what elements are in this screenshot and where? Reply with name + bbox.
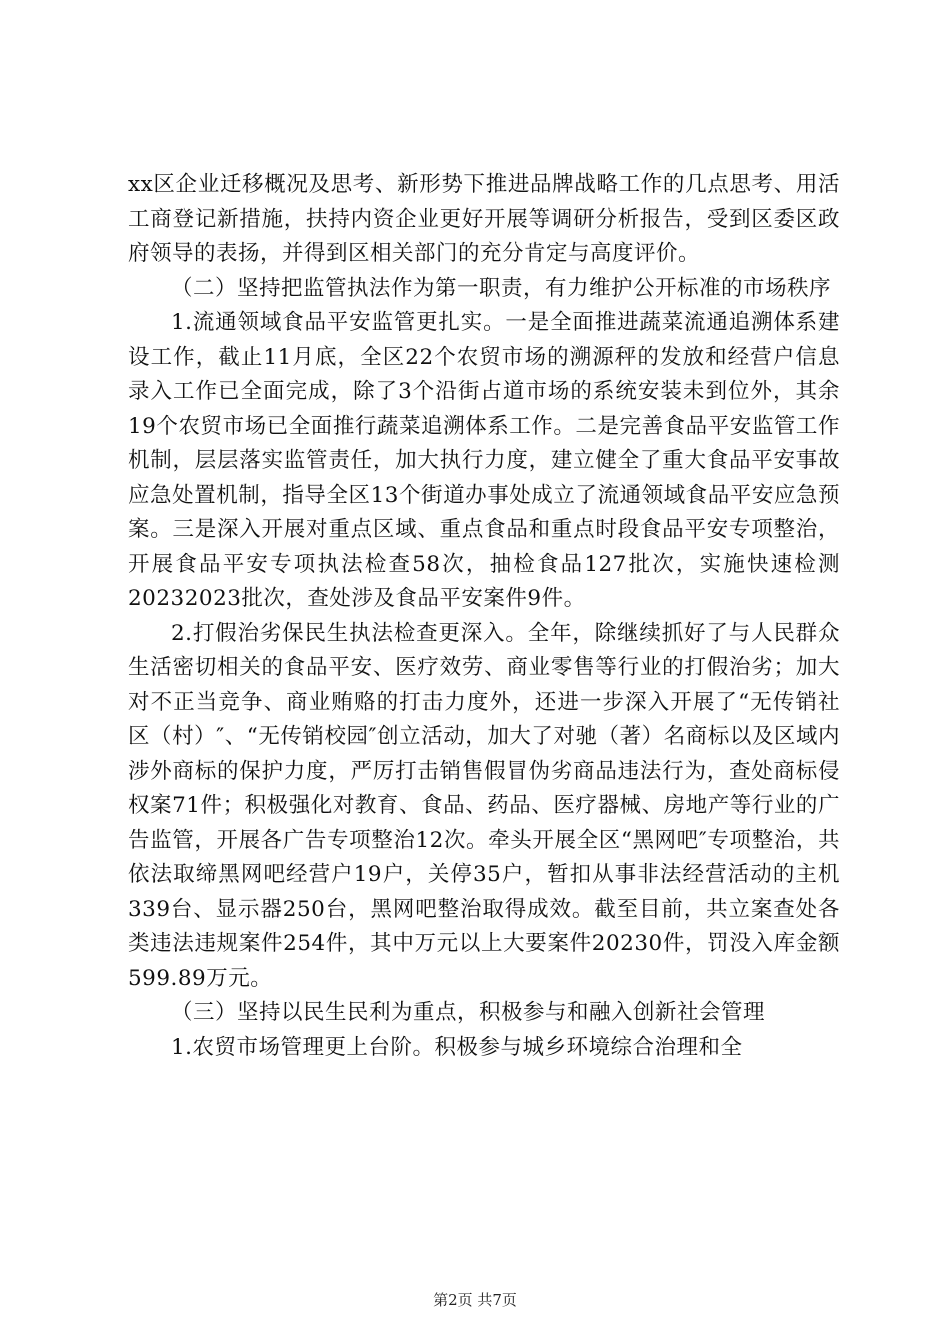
paragraph-food-safety: 1.流通领域食品平安监管更扎实。一是全面推进蔬菜流通追溯体系建设工作，截止11月底，全区22个农贸市场的溯源秤的发放和经营户信息录入工作已全面完成，除了3个沿街占道市场的系统安装未到位外，其余19个农贸市场已全面推行蔬菜追溯体系工作。二是完善食品平安监管工作机制，层层落实监管责任，加大执行力度，建立健全了重大食品平安事故应急处置机制，指导全区13个街道办事处成立了流通领域食品平安应急预案。三是深入开展对重点区域、重点食品和重点时段食品平安专项整治，开展食品平安专项执法检查58次，抽检食品127批次，实施快速检测20232023批次，查处涉及食品平安案件9件。 [128, 310, 840, 611]
page-number: 第2页 共7页 [433, 1291, 517, 1309]
paragraph-market-management: 1.农贸市场管理更上台阶。积极参与城乡环境综合治理和全 [171, 1034, 743, 1060]
paragraph-anti-counterfeit: 2.打假治劣保民生执法检查更深入。全年，除继续抓好了与人民群众生活密切相关的食品平安、医疗效劳、商业零售等行业的打假治劣；加大对不正当竞争、商业贿赂的打击力度外，还进一步深入开展了“无传销社区（村）″、“无传销校园″创立活动，加大了对驰（著）名商标以及区域内涉外商标的保护力度，严厉打击销售假冒伪劣商品违法行为，查处商标侵权案71件；积极强化对教育、食品、药品、医疗器械、房地产等行业的广告监管，开展各广告专项整治12次。牵头开展全区“黑网吧″专项整治，共依法取缔黑网吧经营户19户，关停35户，暂扣从事非法经营活动的主机339台、显示器250台，黑网吧整治取得成效。截至目前，共立案查处各类违法违规案件254件，其中万元以上大要案件20230件，罚没入库金额599.89万元。 [128, 620, 840, 991]
document-body [128, 168, 840, 1065]
section-heading-2: （二）坚持把监管执法作为第一职责，有力维护公开标准的市场秩序 [171, 275, 832, 301]
section-heading-3: （三）坚持以民生民利为重点，积极参与和融入创新社会管理 [171, 1000, 766, 1025]
page-footer [0, 1290, 950, 1310]
paragraph-continuation: xx区企业迁移概况及思考、新形势下推进品牌战略工作的几点思考、用活工商登记新措施，扶持内资企业更好开展等调研分析报告，受到区委区政府领导的表扬，并得到区相关部门的充分肯定与高度评价。 [128, 172, 840, 266]
